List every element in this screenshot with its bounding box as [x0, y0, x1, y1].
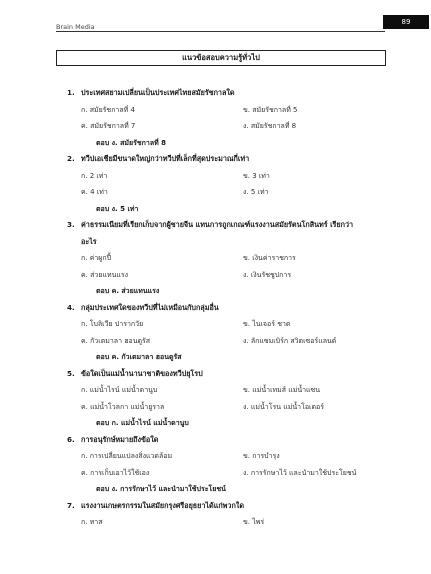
option: ข. เงินค่าราชการ	[243, 254, 296, 262]
option: ค. การเก็บเอาไว้ใช้เอง	[81, 468, 150, 477]
option: ข. ไนเจอร์ ชาด	[243, 320, 291, 328]
option: ง. แม่น้ำโรน แม่น้ำโอเดอร์	[243, 402, 324, 411]
question-text: การอนุรักษ์หมายถึงข้อใด	[81, 434, 159, 444]
answer: ตอบ ค. ส่วยแทนแรง	[96, 287, 160, 295]
question	[67, 432, 377, 498]
option: ค. ส่วยแทนแรง	[81, 270, 129, 279]
answer: ตอบ ง. การรักษาไว้ และนำมาใช้ประโยชน์	[96, 485, 226, 493]
question	[67, 300, 377, 366]
question	[67, 151, 377, 217]
question-text: ค่าธรรมเนียมที่เรียกเก็บจากผู้ชายจีน แทนการถูกเกณฑ์แรงงานสมัยรัตนโกสินทร์ เรียกว่า	[81, 220, 354, 229]
question	[67, 498, 377, 531]
option: ค. แม่น้ำโวลกา แม่น้ำยูราล	[81, 402, 165, 411]
question-number: 3.	[67, 220, 75, 229]
question-number: 1.	[67, 88, 75, 97]
question-number: 7.	[67, 500, 75, 510]
option: ง. 5 เท่า	[243, 188, 269, 196]
question-number: 4.	[67, 302, 75, 312]
question-text: ทวีปเอเชียมีขนาดใหญ่กว่าทวีปที่เล็กที่สุดประมาณกี่เท่า	[81, 154, 250, 163]
answer: ตอบ ง. 5 เท่า	[96, 204, 139, 213]
header-divider	[56, 31, 385, 32]
question-number: 5.	[67, 368, 75, 378]
option: ก. การเปลี่ยนแปลงสิ่งแวดล้อม	[81, 452, 173, 460]
option: ก. ทาส	[81, 518, 103, 526]
question	[67, 217, 377, 300]
option: ค. สมัยรัชกาลที่ 7	[81, 122, 136, 130]
option: ข. การบำรุง	[243, 452, 280, 460]
question-number: 6.	[67, 434, 75, 444]
page-number: 89	[383, 15, 429, 29]
question-text: แรงงานเกษตรกรรมในสมัยกรุงศรีอยุธยาได้แก่พวกใด	[81, 500, 244, 510]
question-text-continued: อะไร	[81, 236, 97, 246]
option: ง. เงินรัชชูปการ	[243, 270, 292, 279]
question-text: ประเทศสยามเปลี่ยนเป็นประเทศไทยสมัยรัชกาลใด	[81, 88, 235, 97]
question-list	[67, 85, 377, 531]
option: ก. โบลิเวีย ปารากวัย	[81, 320, 144, 328]
question	[67, 366, 377, 432]
option: ก. ค่าผูกปี้	[81, 254, 112, 262]
answer: ตอบ ง. สมัยรัชกาลที่ 8	[96, 138, 167, 147]
option: ข. แม่น้ำเทมส์ แม่น้ำแซน	[243, 386, 321, 394]
question	[67, 85, 377, 151]
option: ก. สมัยรัชกาลที่ 4	[81, 105, 135, 114]
answer: ตอบ ก. แม่น้ำไรน์ แม่น้ำดานูบ	[96, 419, 189, 427]
question-text: ข้อใดเป็นแม่น้ำนานาชาติของทวีปยุโรป	[81, 368, 203, 378]
option: ค. 4 เท่า	[81, 188, 108, 196]
option: ก. แม่น้ำไรน์ แม่น้ำดานูบ	[81, 386, 158, 394]
page-title: แนวข้อสอบความรู้ทั่วไป	[56, 50, 386, 66]
option: ง. การรักษาไว้ และนำมาใช้ประโยชน์	[243, 468, 357, 477]
option: ข. 3 เท่า	[243, 171, 270, 180]
option: ง. ลักแซมเบิร์ก สวิตเซอร์แลนด์	[243, 336, 337, 345]
option: ง. สมัยรัชกาลที่ 8	[243, 122, 297, 130]
option: ก. 2 เท่า	[81, 171, 108, 180]
option: ข. ไพร่	[243, 518, 265, 526]
option: ค. กัวเตมาลา ฮอนดูรัส	[81, 336, 151, 345]
option: ข. สมัยรัชกาลที่ 5	[243, 105, 298, 114]
question-number: 2.	[67, 154, 75, 163]
brand-name: Brain Media	[56, 23, 95, 31]
answer: ตอบ ค. กัวเตมาลา ฮอนดูรัส	[96, 353, 182, 361]
question-text: กลุ่มประเทศใดของทวีปที่ไม่เหมือนกับกลุ่มอื่น	[81, 302, 219, 312]
